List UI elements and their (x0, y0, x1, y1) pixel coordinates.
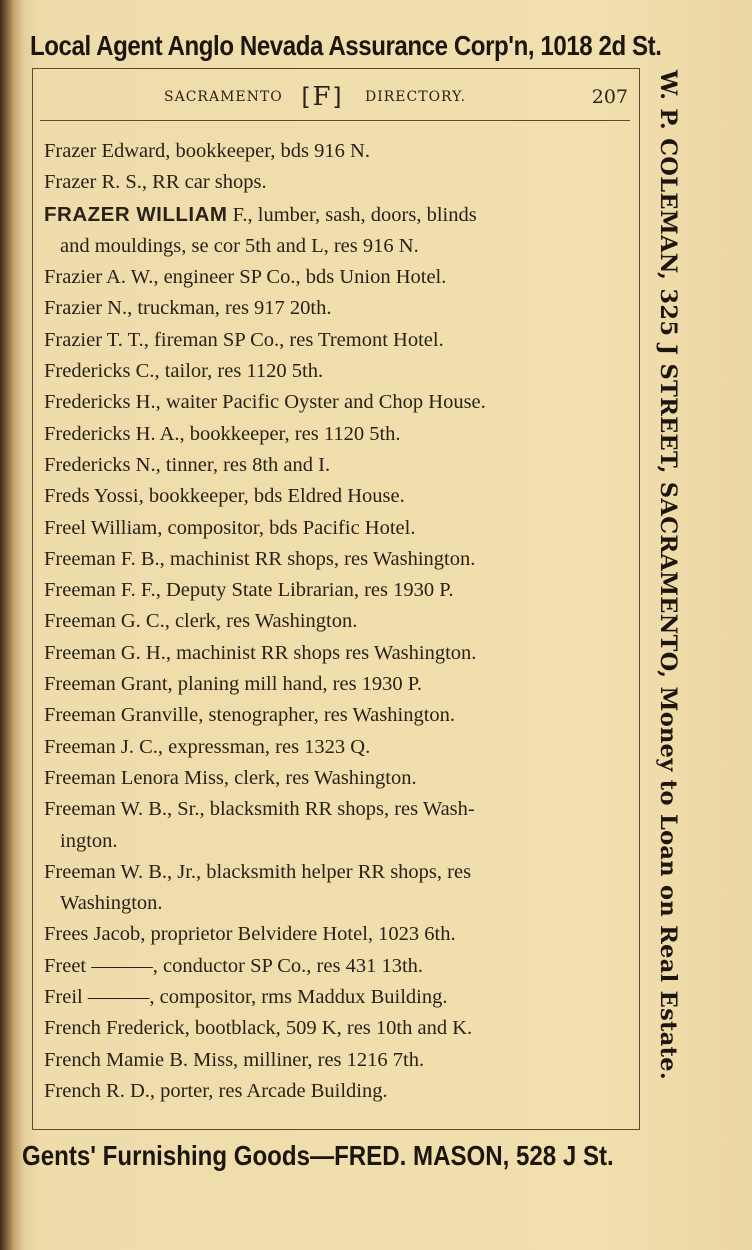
directory-entry (44, 669, 629, 700)
entry-line (44, 266, 446, 288)
directory-entry (44, 325, 629, 356)
entry-text: Freeman Granville, stenographer, res Washington. (44, 704, 456, 727)
directory-entry (44, 167, 629, 198)
entry-line (44, 1049, 424, 1071)
running-head-letter: [F] (298, 82, 345, 112)
directory-entry (44, 293, 629, 324)
entry-line (44, 642, 476, 664)
entry-text: Freeman W. B., Sr., blacksmith RR shops, res Wash- (44, 798, 475, 821)
entry-text: Freil ———, compositor, rms Maddux Building. (44, 986, 448, 1009)
entry-line (44, 360, 323, 382)
entry-line (44, 297, 332, 319)
directory-entry (44, 700, 629, 731)
entry-line (44, 329, 444, 351)
directory-entry (44, 1045, 629, 1076)
entry-text: Freeman Grant, planing mill hand, res 1930 P. (44, 673, 423, 696)
entry-bold-name: FRAZER WILLIAM (44, 202, 228, 226)
directory-entry (44, 763, 629, 794)
entry-text: Freeman Lenora Miss, clerk, res Washington. (44, 766, 417, 789)
directory-entry (44, 575, 629, 606)
entry-line (44, 704, 455, 726)
entry-line (44, 798, 475, 820)
entry-line (44, 736, 370, 758)
directory-entry (44, 356, 629, 387)
entry-text: Frazier A. W., engineer SP Co., bds Union Hotel. (44, 266, 447, 289)
entry-line (44, 548, 475, 570)
entry-text: Freeman G. H., machinist RR shops res Washington. (44, 641, 477, 664)
directory-entry (44, 513, 629, 544)
entry-line (44, 861, 471, 883)
directory-entry (44, 544, 629, 575)
directory-entry (44, 199, 629, 263)
entry-continuation: and mouldings, se cor 5th and L, res 916 N. (60, 234, 419, 257)
entry-line (44, 204, 477, 226)
entry-continuation: Washington. (60, 892, 163, 915)
entry-text: Fredericks H., waiter Pacific Oyster and Chop House. (44, 391, 486, 414)
entry-text: Freds Yossi, bookkeeper, bds Eldred House. (44, 485, 405, 508)
page-number: 207 (591, 86, 628, 108)
entry-continuation: ington. (60, 829, 118, 852)
directory-entry (44, 919, 629, 950)
directory-entry (44, 951, 629, 982)
entry-line (44, 391, 486, 413)
entry-text: Fredericks H. A., bookkeeper, res 1120 5th. (44, 422, 401, 445)
entry-text: French R. D., porter, res Arcade Building. (44, 1079, 388, 1102)
bottom-advertisement: Gents' Furnishing Goods—FRED. MASON, 528 J St. (22, 1140, 614, 1171)
entry-text: Frazer Edward, bookkeeper, bds 916 N. (44, 140, 370, 162)
entry-line (44, 423, 401, 445)
top-advertisement: Local Agent Anglo Nevada Assurance Corp'n, 1018 2d St. (30, 30, 662, 61)
directory-entry (44, 262, 629, 293)
entry-text: Frees Jacob, proprietor Belvidere Hotel, 1023 6th. (44, 923, 456, 946)
directory-entry (44, 1076, 629, 1107)
directory-entry (44, 857, 629, 920)
directory-entry (44, 732, 629, 763)
directory-entry (44, 481, 629, 512)
entry-text: Frazier N., truckman, res 917 20th. (44, 297, 332, 320)
entry-line (44, 454, 330, 476)
entry-line (44, 1080, 388, 1102)
entry-text: Frazer R. S., RR car shops. (44, 171, 267, 194)
directory-entries (44, 136, 629, 1107)
entry-text: Freeman G. C., clerk, res Washington. (44, 610, 358, 633)
entry-text: Fredericks N., tinner, res 8th and I. (44, 453, 331, 476)
directory-entry (44, 982, 629, 1013)
entry-line (44, 140, 370, 162)
side-advertisement (650, 70, 686, 1140)
section-letter: F (312, 82, 331, 112)
directory-entry (44, 606, 629, 637)
directory-entry (44, 419, 629, 450)
running-head-city: SACRAMENTO (164, 89, 283, 105)
entry-line (44, 923, 456, 945)
entry-line (44, 955, 423, 977)
directory-entry (44, 1013, 629, 1044)
entry-line (44, 579, 454, 601)
entry-text: French Frederick, bootblack, 509 K, res 10th and K. (44, 1017, 473, 1040)
entry-line (44, 610, 357, 632)
entry-line (44, 673, 422, 695)
directory-entry (44, 450, 629, 481)
entry-text: Freeman F. F., Deputy State Librarian, res 1930 P. (44, 579, 454, 602)
entry-text: F., lumber, sash, doors, blinds (227, 203, 477, 226)
directory-entry (44, 638, 629, 669)
entry-text: Frazier T. T., fireman SP Co., res Tremont Hotel. (44, 328, 444, 351)
directory-entry (44, 387, 629, 418)
header-rule (40, 120, 630, 121)
entry-text: Freeman W. B., Jr., blacksmith helper RR shops, res (44, 860, 472, 883)
entry-text: Freeman F. B., machinist RR shops, res Washington. (44, 547, 476, 570)
entry-line (44, 986, 447, 1008)
directory-entry (44, 794, 629, 857)
directory-entry (44, 136, 629, 167)
side-advertisement-text: W. P. COLEMAN, 325 J STREET, SACRAMENTO, Money to Loan on Real Estate. (655, 70, 681, 1081)
entry-text: Fredericks C., tailor, res 1120 5th. (44, 360, 324, 383)
running-head-title: DIRECTORY. (365, 89, 467, 105)
entry-line (44, 1017, 472, 1039)
entry-line (44, 767, 417, 789)
entry-line (44, 171, 267, 193)
entry-text: French Mamie B. Miss, milliner, res 1216 7th. (44, 1048, 425, 1071)
entry-line (44, 517, 415, 539)
entry-text: Freeman J. C., expressman, res 1323 Q. (44, 735, 371, 758)
entry-text: Freel William, compositor, bds Pacific Hotel. (44, 516, 416, 539)
entry-text: Freet ———, conductor SP Co., res 431 13th. (44, 954, 424, 977)
running-head (40, 84, 630, 114)
entry-line (44, 485, 405, 507)
